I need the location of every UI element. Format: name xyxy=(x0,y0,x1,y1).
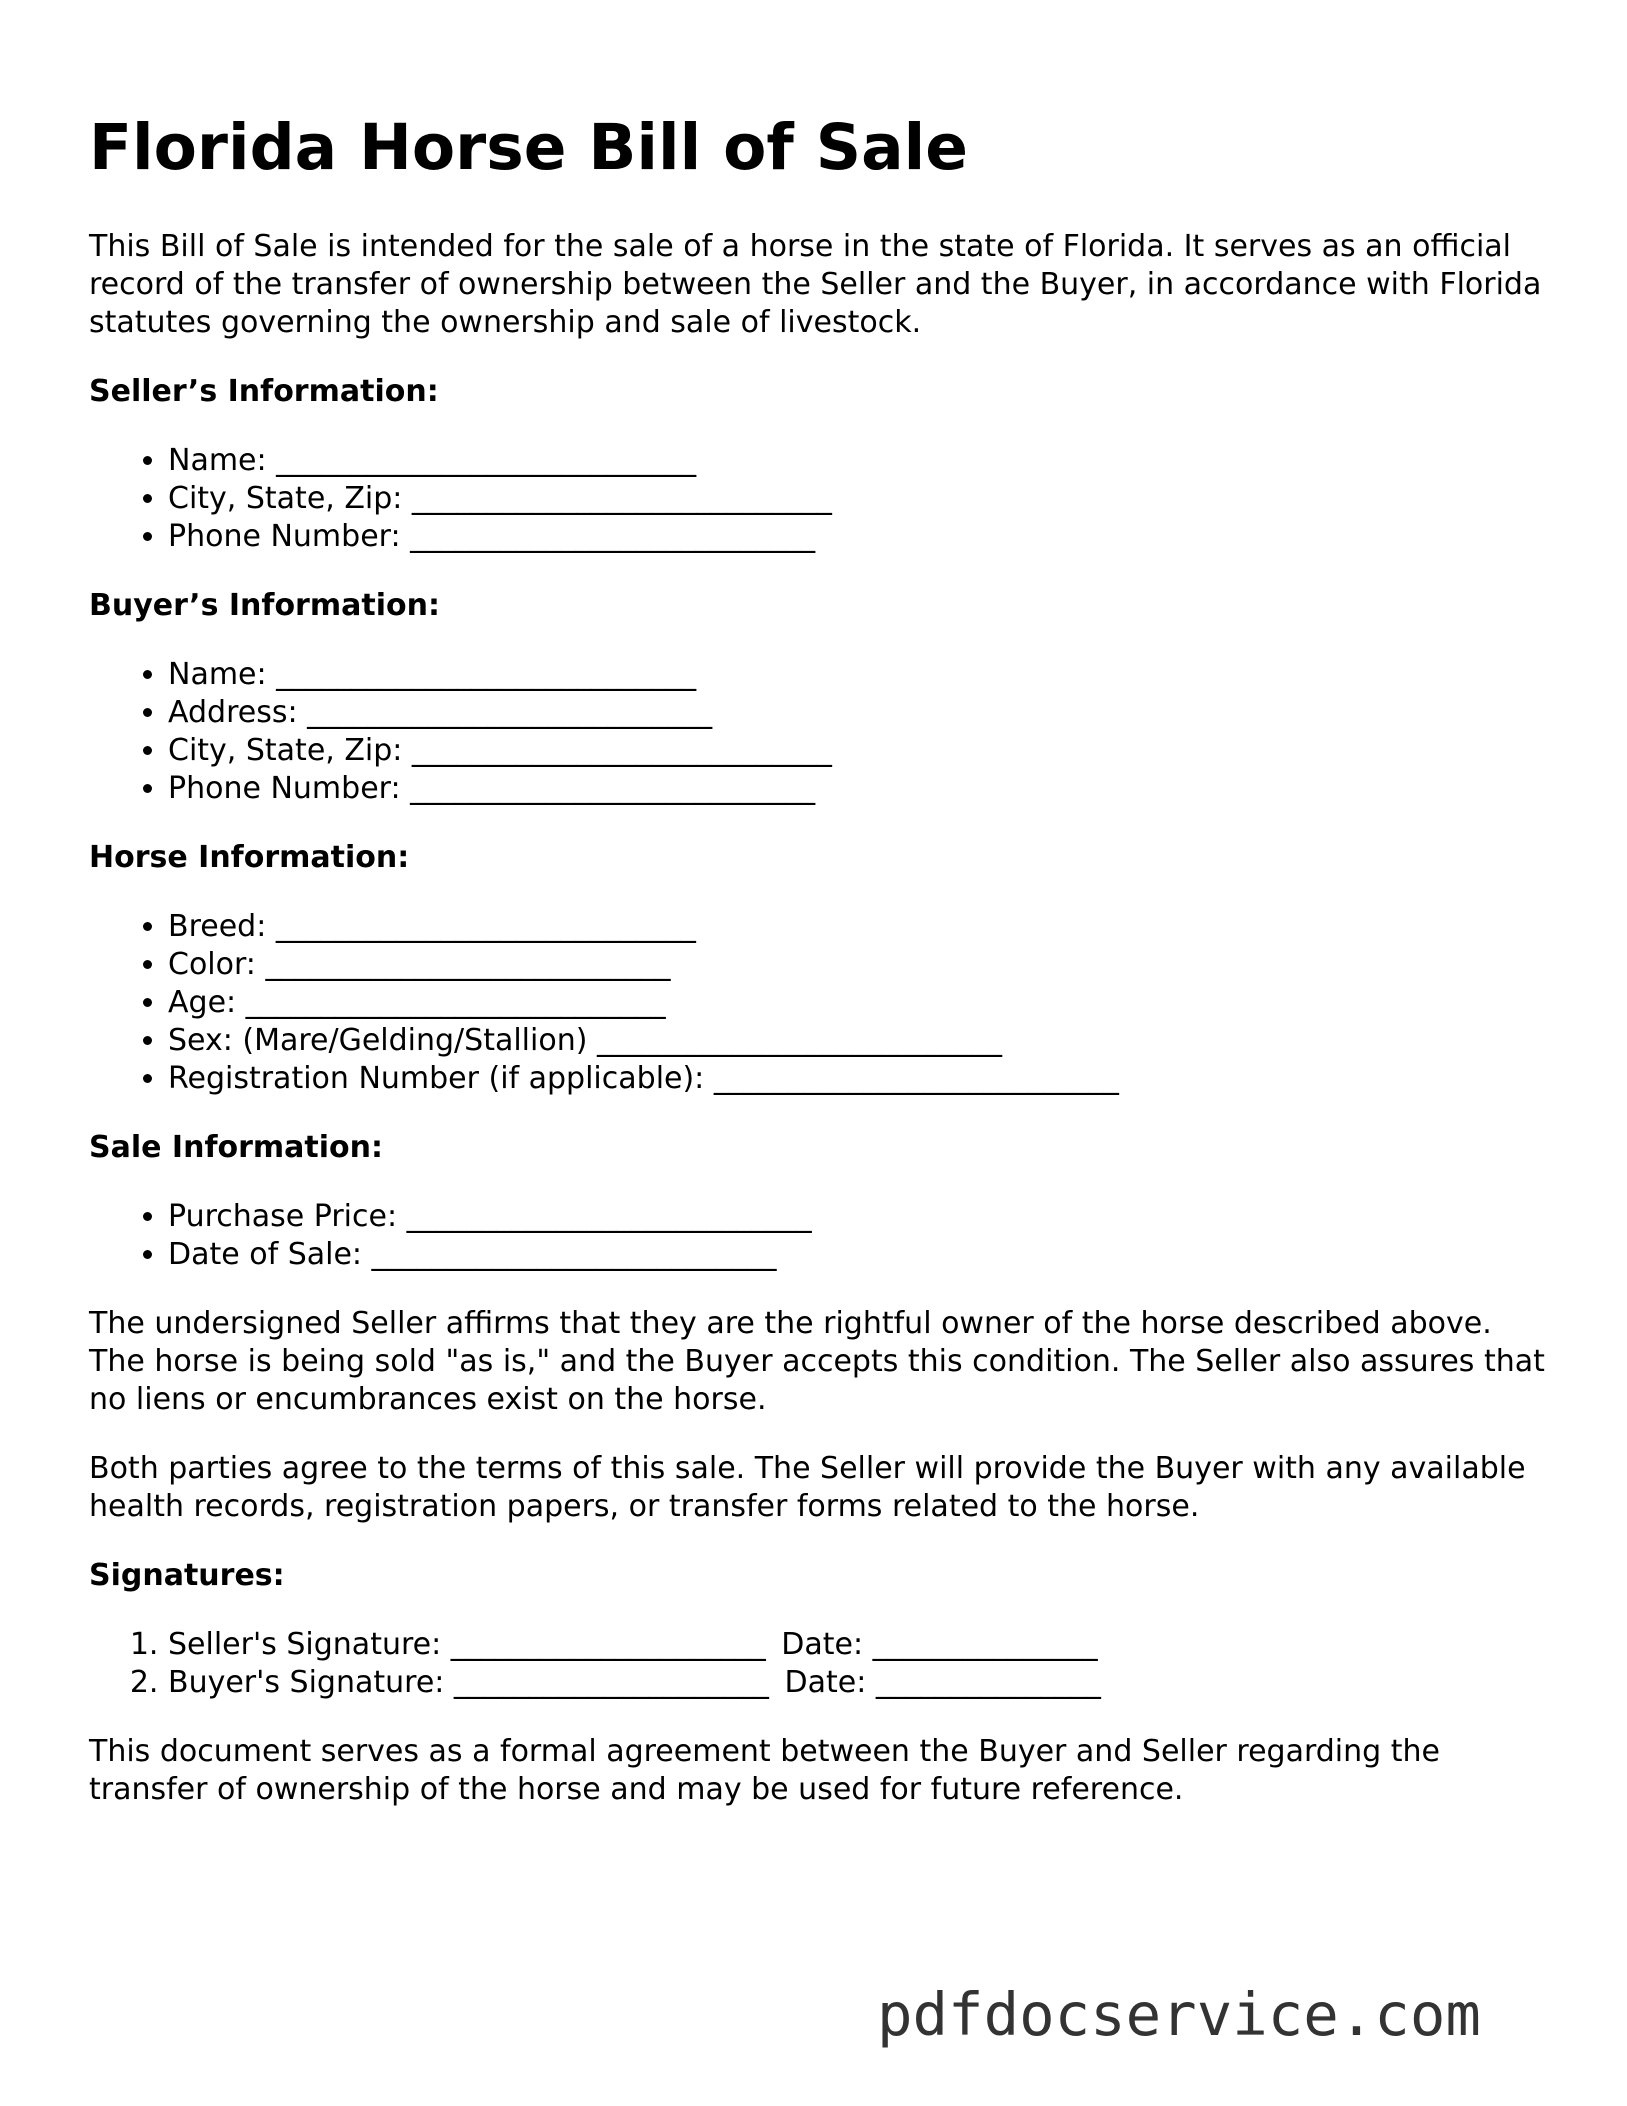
buyer-city-field: • City, State, Zip: ____________________________ xyxy=(168,732,1549,770)
seller-signature-date: Date: _______________ xyxy=(781,1627,1098,1662)
seller-signature-line xyxy=(168,1626,1549,1664)
agreement-paragraph: Both parties agree to the terms of this sale. The Seller will provide the Buyer with any available health records, registration papers, or transfer forms related to the horse. xyxy=(89,1451,1526,1524)
horse-heading: Horse Information: xyxy=(89,840,410,875)
sale-fields-list xyxy=(89,1198,1549,1274)
seller-heading: Seller’s Information: xyxy=(89,374,439,409)
signatures-list xyxy=(89,1626,1549,1702)
sale-date-field: • Date of Sale: ___________________________ xyxy=(168,1236,1549,1274)
horse-registration-field: • Registration Number (if applicable): ___________________________ xyxy=(168,1060,1549,1098)
closing-paragraph: This document serves as a formal agreement between the Buyer and Seller regarding the transfer of ownership of the horse and may be used for future reference. xyxy=(89,1734,1440,1807)
horse-sex-field: • Sex: (Mare/Gelding/Stallion) ___________________________ xyxy=(168,1022,1549,1060)
buyer-fields-list xyxy=(89,656,1549,808)
seller-phone-field: • Phone Number: ___________________________ xyxy=(168,518,1549,556)
buyer-signature-line xyxy=(168,1664,1549,1702)
signatures-heading: Signatures: xyxy=(89,1558,285,1593)
sale-heading: Sale Information: xyxy=(89,1130,383,1165)
buyer-signature-date: Date: _______________ xyxy=(784,1665,1101,1700)
horse-color-field: • Color: ___________________________ xyxy=(168,946,1549,984)
sale-price-field: • Purchase Price: ___________________________ xyxy=(168,1198,1549,1236)
buyer-phone-field: • Phone Number: ___________________________ xyxy=(168,770,1549,808)
seller-fields-list xyxy=(89,442,1549,556)
footer-brand-watermark: pdfdocservice.com xyxy=(877,1980,1481,2049)
buyer-address-field: • Address: ___________________________ xyxy=(168,694,1549,732)
seller-name-field: • Name: ____________________________ xyxy=(168,442,1549,480)
horse-fields-list xyxy=(89,908,1549,1098)
affirmation-paragraph: The undersigned Seller affirms that they are the rightful owner of the horse described above. The horse is being sold "as is," and the Buyer accepts this condition. The Seller also assures that no liens or encumbrances exist on the horse. xyxy=(89,1306,1545,1417)
buyer-name-field: • Name: ____________________________ xyxy=(168,656,1549,694)
document-page xyxy=(89,105,1549,1840)
document-title: Florida Horse Bill of Sale xyxy=(89,111,968,184)
intro-paragraph: This Bill of Sale is intended for the sale of a horse in the state of Florida. It serves as an official record of the transfer of ownership between the Seller and the Buyer, in accordance with Florida statutes governing the ownership and sale of livestock. xyxy=(89,229,1542,340)
buyer-signature-label: Buyer's Signature: _____________________ xyxy=(168,1665,769,1700)
horse-breed-field: • Breed: ____________________________ xyxy=(168,908,1549,946)
horse-age-field: • Age: ____________________________ xyxy=(168,984,1549,1022)
buyer-heading: Buyer’s Information: xyxy=(89,588,440,623)
seller-signature-label: Seller's Signature: _____________________ xyxy=(168,1627,766,1662)
seller-city-field: • City, State, Zip: ____________________________ xyxy=(168,480,1549,518)
